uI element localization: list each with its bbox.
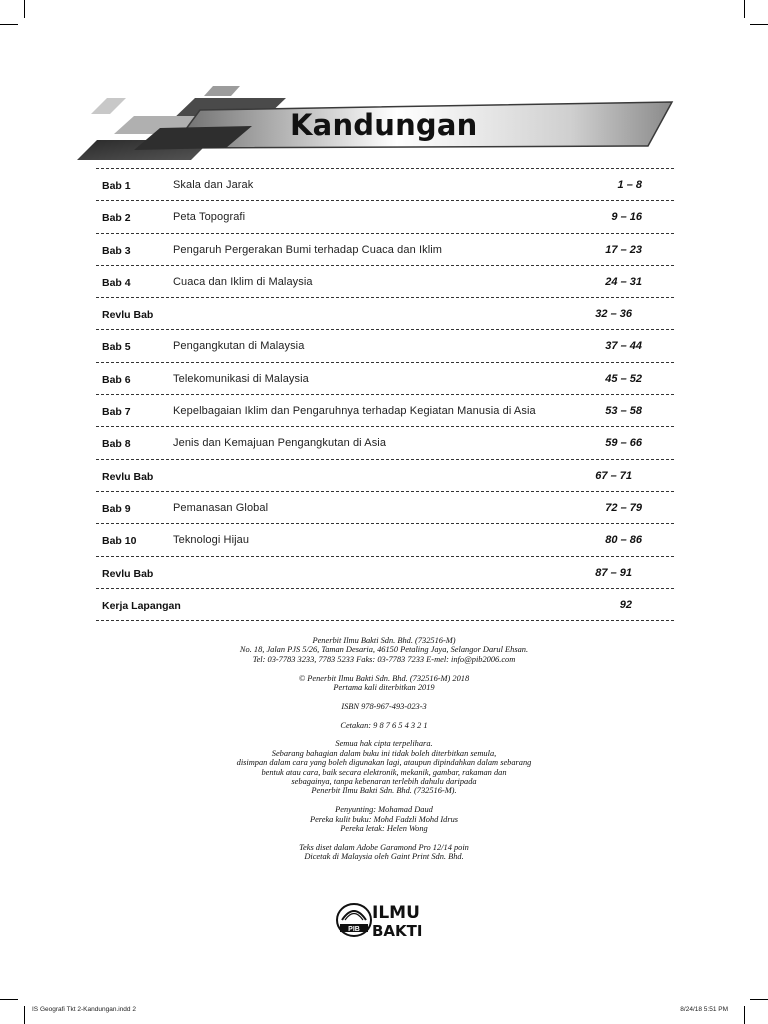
chapter-label: Bab 2 [102, 212, 131, 225]
page-range: 59 – 66 [605, 437, 642, 450]
toc-row [96, 427, 674, 458]
rights-line: Sebarang bahagian dalam buku ini tidak boleh diterbitkan semula, [271, 748, 497, 758]
rights-line: Semua hak cipta terpelihara. [335, 739, 433, 749]
page-range: 24 – 31 [605, 275, 642, 288]
toc-row [96, 589, 674, 620]
crop-mark [0, 999, 18, 1000]
page-range: 45 – 52 [605, 372, 642, 385]
logo-mark: PIB [348, 926, 360, 933]
print-slug-file: IS Geografi Tkt 2-Kandungan.indd 2 [32, 1006, 136, 1013]
chapter-title: Telekomunikasi di Malaysia [173, 372, 309, 385]
toc-row [96, 460, 674, 491]
page-range: 17 – 23 [605, 243, 642, 256]
page-range: 80 – 86 [605, 534, 642, 547]
copyright-line: Pertama kali diterbitkan 2019 [333, 683, 435, 693]
chapter-label: Bab 5 [102, 341, 131, 354]
credit-line: Pereka letak: Helen Wong [340, 824, 428, 834]
credit-line: Penyunting: Mohamad Daud [335, 805, 433, 815]
chapter-title: Cuaca dan Iklim di Malaysia [173, 275, 313, 288]
chapter-title: Skala dan Jarak [173, 179, 254, 191]
page-range: 37 – 44 [605, 340, 642, 353]
page-range: 67 – 71 [595, 469, 632, 482]
rights-line: bentuk atau cara, baik secara elektronik, mekanik, gambar, rakaman dan [261, 767, 507, 777]
toc-row [96, 524, 674, 555]
toc-row [96, 557, 674, 588]
printing-line: Cetakan: 9 8 7 6 5 4 3 2 1 [340, 720, 428, 730]
typeset-line: Dicetak di Malaysia oleh Gaint Print Sdn. Bhd. [304, 852, 464, 862]
logo-word: BAKTI [372, 922, 423, 940]
chapter-title: Jenis dan Kemajuan Pengangkutan di Asia [173, 437, 387, 450]
chapter-label: Bab 9 [102, 502, 131, 515]
toc-row [96, 298, 674, 329]
rights-line: disimpan dalam cara yang boleh digunakan lagi, ataupun dipindahkan dalam sebarang [236, 758, 532, 768]
page-range: 53 – 58 [605, 405, 642, 418]
toc-row [96, 492, 674, 523]
chapter-label: Revlu Bab [102, 309, 154, 322]
chapter-title: Pengangkutan di Malaysia [173, 340, 305, 353]
toc-row [96, 169, 674, 200]
rights-line: Penerbit Ilmu Bakti Sdn. Bhd. (732516-M). [311, 786, 457, 796]
publication-details [0, 636, 768, 862]
page-range: 87 – 91 [595, 566, 632, 579]
chapter-title: Pemanasan Global [173, 501, 269, 514]
page-range: 92 [619, 598, 632, 611]
page-range: 9 – 16 [611, 211, 642, 224]
crop-mark [744, 1006, 745, 1024]
chapter-label: Bab 7 [102, 406, 131, 419]
credit-line: Pereka kulit buku: Mohd Fadzli Mohd Idrus [309, 814, 459, 824]
chapter-label: Bab 1 [102, 180, 131, 192]
toc-row [96, 266, 674, 297]
toc-row [96, 234, 674, 265]
page-range: 32 – 36 [595, 308, 632, 321]
chapter-title: Pengaruh Pergerakan Bumi terhadap Cuaca dan Iklim [173, 243, 443, 256]
rights-line: sebagainya, tanpa kebenaran terlebih dahulu daripada [291, 777, 477, 787]
chapter-title: Peta Topografi [173, 211, 246, 224]
publisher-logo [334, 898, 424, 940]
chapter-label: Revlu Bab [102, 567, 154, 580]
logo-word: ILMU [372, 903, 420, 923]
chapter-label: Bab 6 [102, 373, 131, 386]
chapter-label: Revlu Bab [102, 470, 154, 483]
chapter-title: Kepelbagaian Iklim dan Pengaruhnya terhadap Kegiatan Manusia di Asia [173, 405, 536, 418]
table-of-contents [96, 168, 674, 621]
crop-mark [750, 999, 768, 1000]
chapter-label: Kerja Lapangan [102, 599, 181, 612]
publisher-line: Tel: 03-7783 3233, 7783 5233 Faks: 03-7783 7233 E-mel: info@pib2006.com [252, 654, 516, 664]
page-range: 1 – 8 [617, 179, 642, 191]
toc-row [96, 363, 674, 394]
row-divider [96, 620, 674, 621]
crop-mark [24, 1006, 25, 1024]
page-range: 72 – 79 [605, 501, 642, 514]
chapter-title: Teknologi Hijau [173, 534, 250, 547]
toc-row [96, 395, 674, 426]
toc-row [96, 201, 674, 232]
chapter-label: Bab 4 [102, 276, 131, 289]
title-banner [0, 0, 768, 170]
chapter-label: Bab 10 [102, 535, 137, 548]
copyright-line: © Penerbit Ilmu Bakti Sdn. Bhd. (732516-M) 2018 [298, 673, 470, 683]
print-slug-datetime: 8/24/18 5:51 PM [680, 1006, 728, 1013]
toc-row [96, 330, 674, 361]
typeset-line: Teks diset dalam Adobe Garamond Pro 12/14 poin [299, 842, 469, 852]
chapter-label: Bab 8 [102, 438, 131, 451]
publisher-line: Penerbit Ilmu Bakti Sdn. Bhd. (732516-M) [312, 636, 456, 645]
page-title: Kandungan [290, 108, 478, 142]
isbn: ISBN 978-967-493-023-3 [341, 701, 427, 711]
publisher-line: No. 18, Jalan PJS 5/26, Taman Desaria, 46150 Petaling Jaya, Selangor Darul Ehsan. [239, 645, 529, 655]
chapter-label: Bab 3 [102, 244, 131, 257]
